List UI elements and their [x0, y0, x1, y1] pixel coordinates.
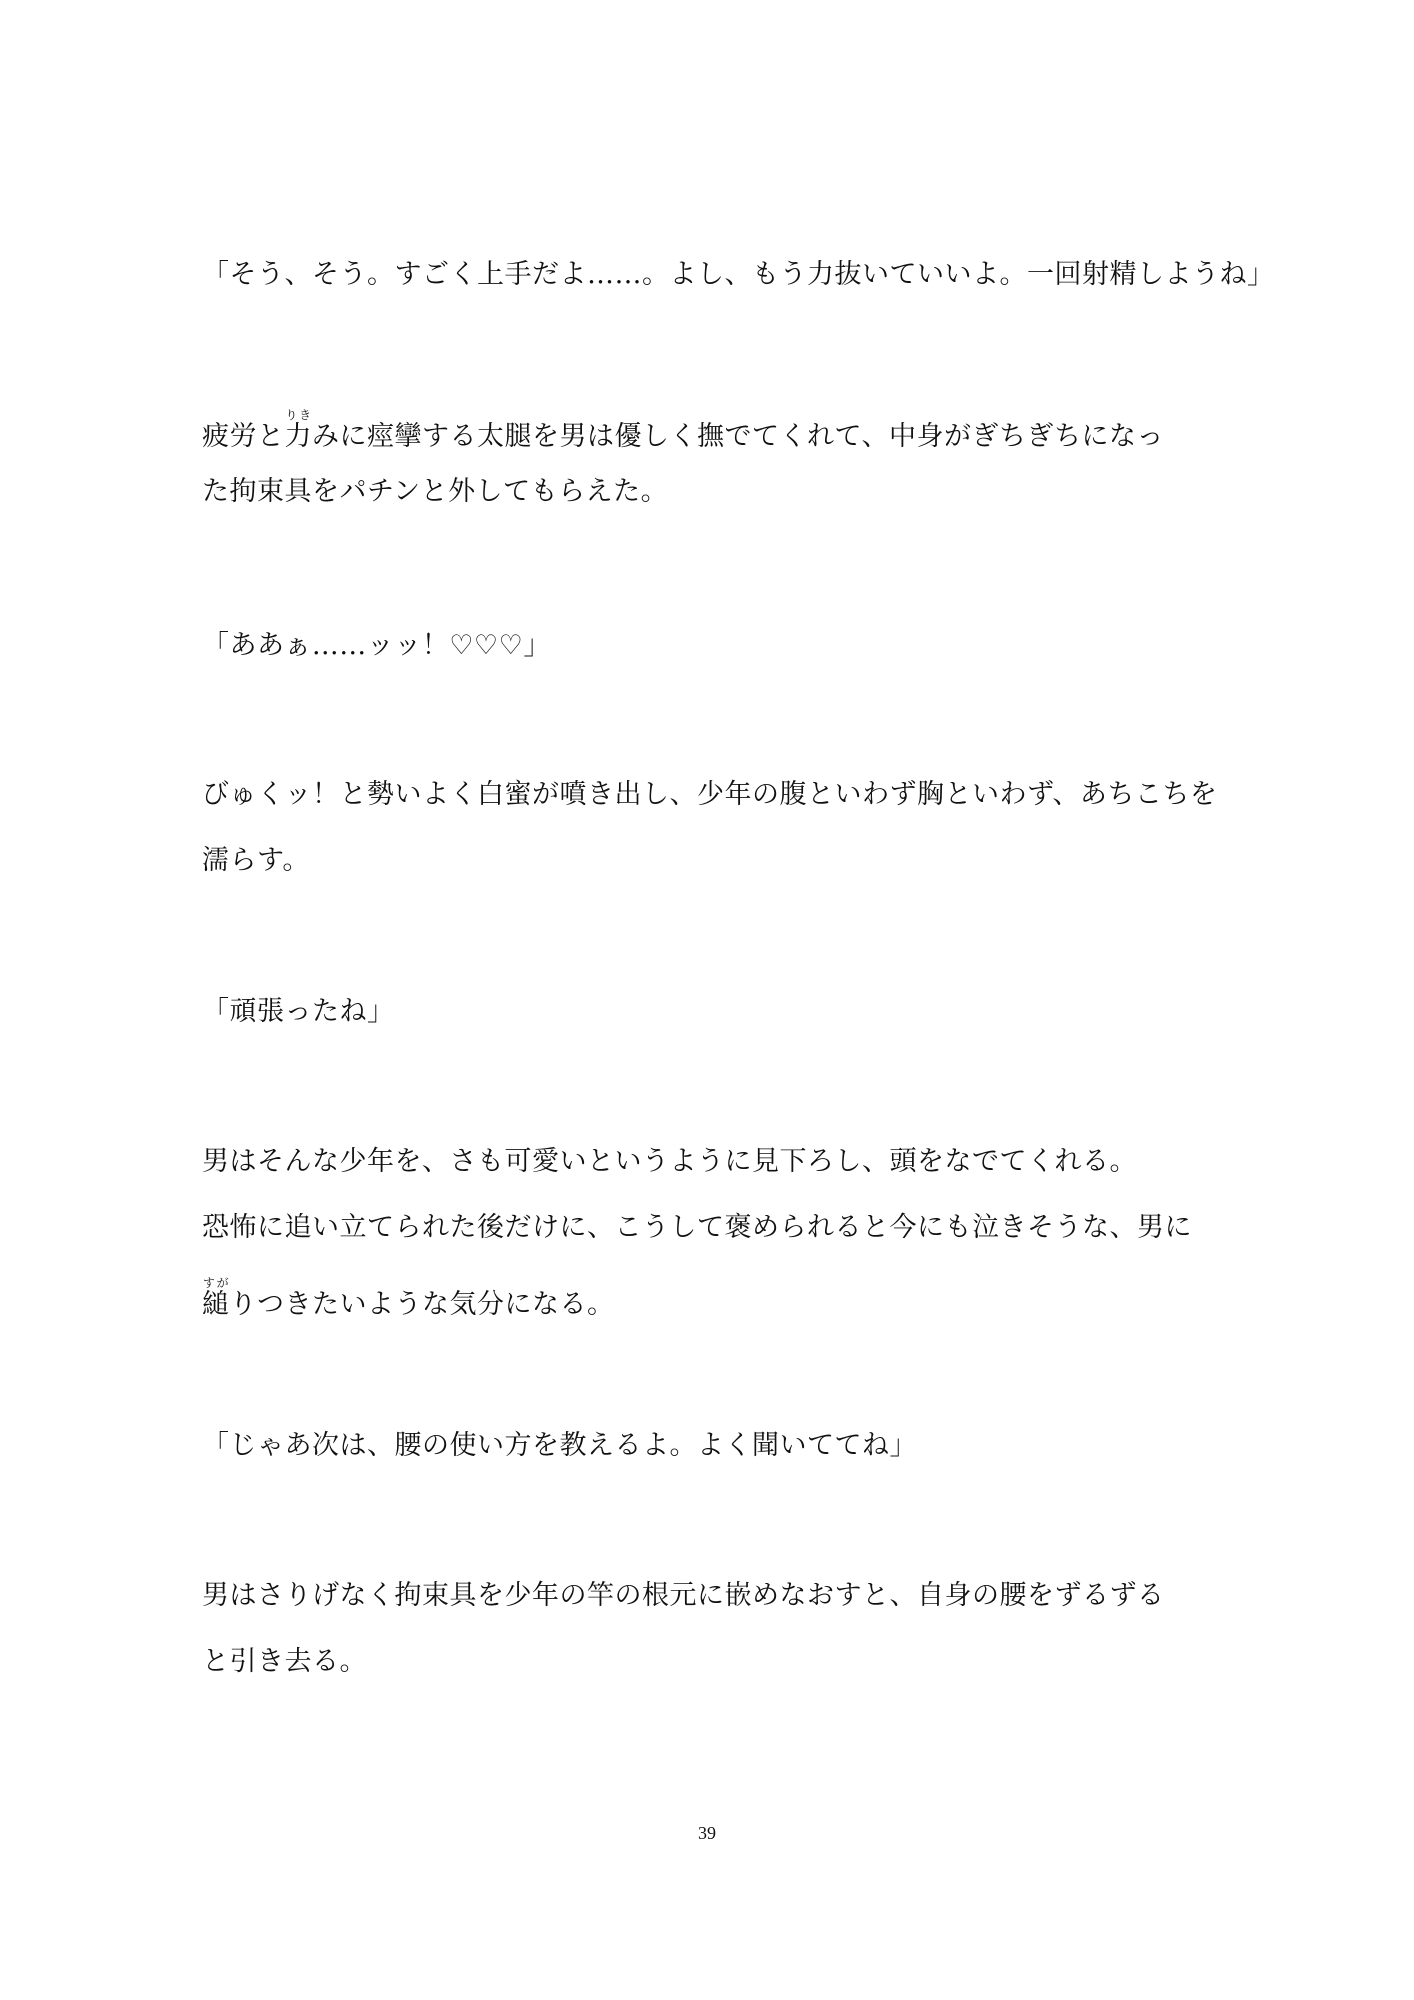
text-line: 「頑張ったね」 — [202, 996, 395, 1027]
text-line: 「じゃあ次は、腰の使い方を教えるよ。よく聞いててね」 — [202, 1430, 917, 1461]
text-line: 男はそんな少年を、さも可愛いというように見下ろし、頭をなでてくれる。 — [202, 1146, 1137, 1177]
furigana — [284, 408, 313, 452]
text-segment: 疲労と — [202, 421, 285, 452]
text-line: と引き去る。 — [202, 1646, 367, 1677]
text-line: 男はさりげなく拘束具を少年の竿の根元に嵌めなおすと、自身の腰をずるずる — [202, 1580, 1165, 1611]
text-line: 「ああぁ……ッッ！♡♡♡」 — [202, 630, 551, 661]
text-segment: りつきたいような気分になる。 — [229, 1289, 615, 1320]
ruby-reading: すが — [202, 1276, 230, 1290]
ruby-reading: りき — [284, 408, 312, 422]
text-line-with-furigana — [202, 408, 1164, 455]
text-line: びゅくッ！と勢いよく白蜜が噴き出し、少年の腹といわず胸といわず、あちこちを — [202, 779, 1218, 810]
text-line: 「そう、そう。すごく上手だよ……。よし、もう力抜いていいよ。一回射精しようね」 — [202, 259, 1275, 290]
ruby-base: 力 — [284, 421, 312, 452]
ruby-base: 縋 — [202, 1289, 230, 1320]
furigana — [202, 1276, 230, 1320]
text-line: た拘束具をパチンと外してもらえた。 — [202, 476, 669, 507]
text-line: 恐怖に追い立てられた後だけに、こうして褒められると今にも泣きそうな、男に — [202, 1212, 1192, 1243]
text-segment: みに痙攣する太腿を男は優しく撫でてくれて、中身がぎちぎちになっ — [312, 421, 1164, 452]
page-number: 39 — [698, 1823, 716, 1843]
text-line-with-furigana — [202, 1276, 615, 1323]
text-line: 濡らす。 — [202, 845, 310, 876]
